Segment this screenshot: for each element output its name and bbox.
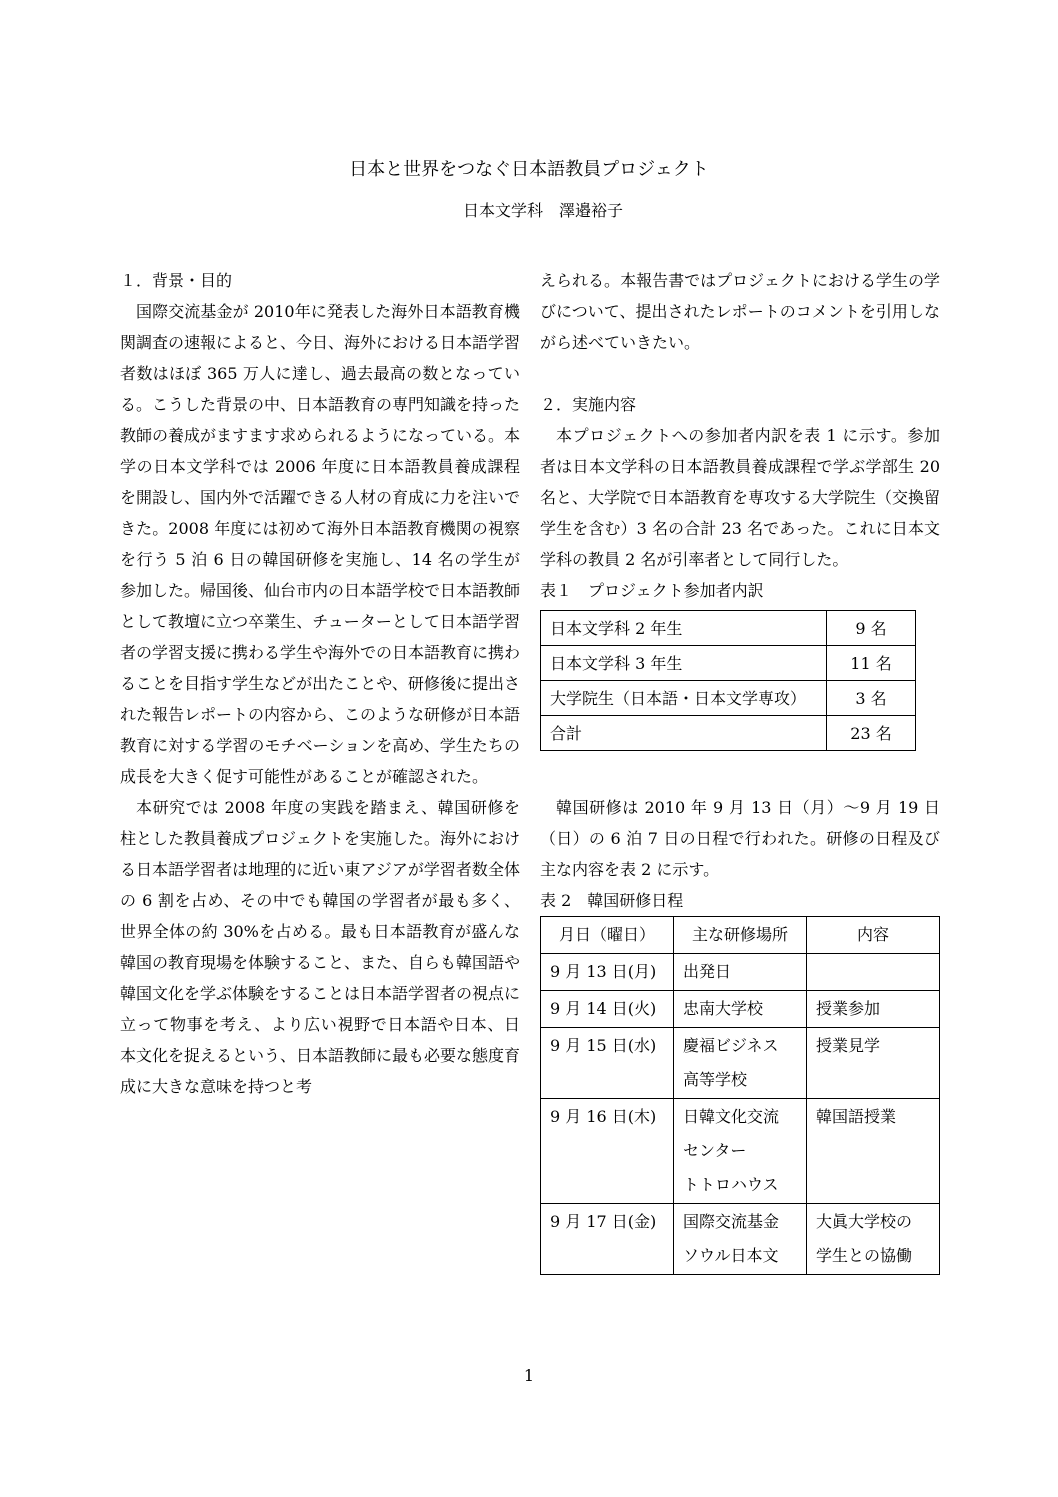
schedule-place-cell — [674, 991, 807, 1028]
table-row — [541, 611, 916, 646]
schedule-date-cell: 9 月 15 日(水) — [541, 1028, 674, 1099]
author-line: 日本文学科 澤邉裕子 — [462, 201, 623, 220]
table-row — [541, 646, 916, 681]
schedule-place-cell — [674, 1099, 807, 1204]
table-row — [541, 1028, 940, 1099]
schedule-place-cell — [674, 1028, 807, 1099]
section-1-paragraph-1: 国際交流基金が 2010年に発表した海外日本語教育機関調査の速報によると、今日、海外における日本語学習者数はほぼ 365 万人に達し、過去最高の数となっている。こうした背景の中、日本語教育の専門知識を持った教師の養成がますます求められるようになっている。本学の日本文学科では 2006 年度に日本語教員養成課程を開設し、国内外で活躍できる人材の育成に力を注いできた。2008 年度には初めて海外日本語教育機関の視察を行う 5 泊 6 日の韓国研修を実施し、14 名の学生が参加した。帰国後、仙台市内の日本語学校で日本語教師として教壇に立つ卒業生、チューターとして日本語学習者の学習支援に携わる学生や海外での日本語教育に携わることを目指す学生などが出たことや、研修後に提出された報告レポートの内容から、このような研修が日本語教育に対する学習のモチベーションを高め、学生たちの成長を大きく促す可能性があることが確認された。 — [120, 302, 521, 786]
section-1-paragraph-2: 本研究では 2008 年度の実践を踏まえ、韓国研修を柱とした教員養成プロジェクトを実施した。海外における日本語学習者は地理的に近い東アジアが学習者数全体の 6 割を占め、その中でも韓国の学習者が最も多く、世界全体の約 30%を占める。最も日本語教育が盛んな韓国の教育現場を体験すること、また、自らも韓国語や韓国文化を学ぶ体験をすることは日本語学習者の視点に立って物事を考え、より広い視野で日本語や日本、日本文化を捉えるという、日本語教師に最も必要な態度育成に大きな意味を持つと考 — [120, 798, 521, 1096]
participant-category-cell: 日本文学科 3 年生 — [541, 646, 827, 681]
schedule-place-cell — [674, 1204, 807, 1275]
participant-category-cell: 日本文学科 2 年生 — [541, 611, 827, 646]
schedule-content-cell — [807, 1099, 940, 1204]
place-line: 慶福ビジネス — [683, 1036, 779, 1055]
schedule-content-cell — [807, 1204, 940, 1275]
place-line: 高等学校 — [683, 1070, 748, 1089]
participant-count-cell: 11 名 — [827, 646, 916, 681]
table-1-caption: 表１ プロジェクト参加者内訳 — [540, 581, 764, 600]
schedule-content-cell — [807, 991, 940, 1028]
content-line — [816, 955, 930, 989]
schedule-content-cell — [807, 1028, 940, 1099]
content-line: 授業参加 — [816, 999, 881, 1018]
schedule-date-cell: 9 月 13 日(月) — [541, 954, 674, 991]
place-line: 出発日 — [683, 962, 732, 981]
header-cell-date: 月日（曜日） — [541, 917, 674, 954]
place-line: センター — [683, 1141, 747, 1160]
table-row — [541, 716, 916, 751]
schedule-date-cell: 9 月 16 日(木) — [541, 1099, 674, 1204]
table-2-caption: 表 2 韓国研修日程 — [540, 891, 684, 910]
table-header-row — [541, 917, 940, 954]
table-row — [541, 1099, 940, 1204]
section-2-paragraph-1: 本プロジェクトへの参加者内訳を表 1 に示す。参加者は日本文学科の日本語教員養成課程で学ぶ学部生 20名と、大学院で日本語教育を専攻する大学院生（交換留学生を含む）3 名の合計 23 名であった。これに日本文学科の教員 2 名が引率者として同行した。 — [540, 426, 941, 569]
section-1-continuation: えられる。本報告書ではプロジェクトにおける学生の学びについて、提出されたレポートのコメントを引用しながら述べていきたい。 — [540, 271, 940, 352]
content-line: 大眞大学校の — [816, 1212, 913, 1231]
content-line: 授業見学 — [816, 1036, 881, 1055]
content-line: 学生との協働 — [816, 1246, 913, 1265]
schedule-date-cell: 9 月 14 日(火) — [541, 991, 674, 1028]
section-2-heading: ２．実施内容 — [540, 395, 637, 414]
table-row — [541, 681, 916, 716]
schedule-content-cell — [807, 954, 940, 991]
schedule-place-cell — [674, 954, 807, 991]
participants-table — [540, 610, 916, 751]
header-cell-place: 主な研修場所 — [674, 917, 807, 954]
table-row — [541, 1204, 940, 1275]
header-cell-content: 内容 — [807, 917, 940, 954]
participant-count-cell: 23 名 — [827, 716, 916, 751]
section-2-paragraph-2: 韓国研修は 2010 年 9 月 13 日（月）〜9 月 19 日（日）の 6 泊 7 日の日程で行われた。研修の日程及び主な内容を表 2 に示す。 — [540, 798, 940, 879]
page-number: 1 — [523, 1366, 535, 1385]
paper-title: 日本と世界をつなぐ日本語教員プロジェクト — [349, 159, 709, 180]
participant-count-cell: 9 名 — [827, 611, 916, 646]
place-line: 日韓文化交流 — [683, 1107, 780, 1126]
place-line: 国際交流基金 — [683, 1212, 780, 1231]
participant-count-cell: 3 名 — [827, 681, 916, 716]
content-line: 韓国語授業 — [816, 1107, 897, 1126]
place-line: ソウル日本文 — [683, 1246, 779, 1265]
schedule-date-cell: 9 月 17 日(金) — [541, 1204, 674, 1275]
section-1-heading: １．背景・目的 — [120, 271, 233, 290]
participant-category-cell: 大学院生（日本語・日本文学専攻） — [541, 681, 827, 716]
schedule-table — [540, 916, 940, 1275]
place-line: 忠南大学校 — [683, 999, 764, 1018]
participant-category-cell: 合計 — [541, 716, 827, 751]
place-line: トトロハウス — [683, 1175, 779, 1194]
right-column — [540, 265, 940, 1275]
left-column — [120, 265, 520, 1102]
table-row — [541, 954, 940, 991]
table-row — [541, 991, 940, 1028]
